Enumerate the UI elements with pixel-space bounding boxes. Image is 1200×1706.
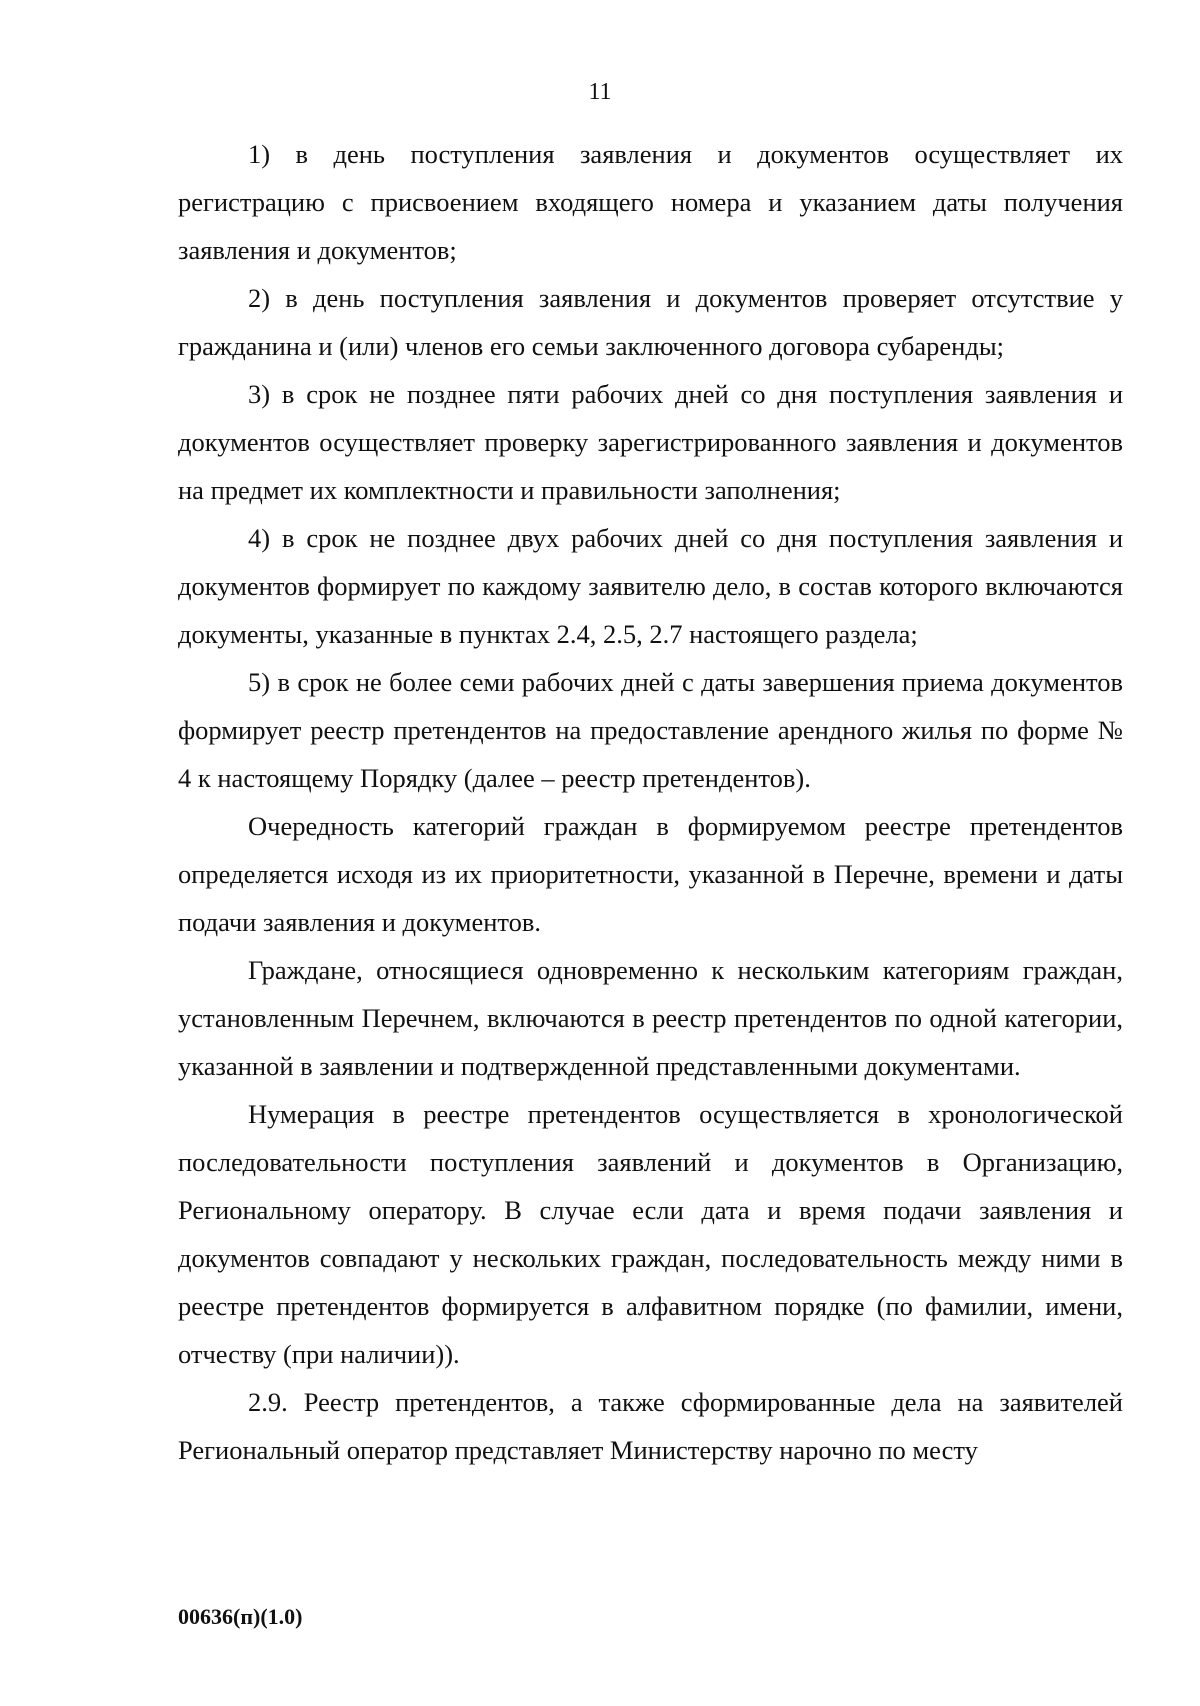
- paragraph-multiple-categories: Граждане, относящиеся одновременно к нескольким категориям граждан, установленным Перечнем, включаются в реестр претендентов по одной категории, указанной в заявлении и подтвержденной представленными документами.: [178, 955, 1123, 1081]
- document-body: [178, 130, 1123, 1474]
- paragraph-section-2-9: 2.9. Реестр претендентов, а также сформированные дела на заявителей Региональный оператор представляет Министерству нарочно по месту: [178, 1387, 1123, 1465]
- paragraph-item-1: 1) в день поступления заявления и документов осуществляет их регистрацию с присвоением входящего номера и указанием даты получения заявления и документов;: [178, 139, 1123, 265]
- paragraph-item-2: 2) в день поступления заявления и документов проверяет отсутствие у гражданина и (или) членов его семьи заключенного договора субаренды;: [178, 283, 1123, 361]
- paragraph-item-3: 3) в срок не позднее пяти рабочих дней со дня поступления заявления и документов осуществляет проверку зарегистрированного заявления и документов на предмет их комплектности и правильности заполнения;: [178, 379, 1123, 505]
- paragraph-item-4: 4) в срок не позднее двух рабочих дней со дня поступления заявления и документов формирует по каждому заявителю дело, в состав которого включаются документы, указанные в пунктах 2.4, 2.5, 2.7 настоящего раздела;: [178, 523, 1123, 649]
- paragraph-numbering: Нумерация в реестре претендентов осуществляется в хронологической последовательности поступления заявлений и документов в Организацию, Региональному оператору. В случае если дата и время подачи заявления и документов совпадают у нескольких граждан, последовательность между ними в реестре претендентов формируется в алфавитном порядке (по фамилии, имени, отчеству (при наличии)).: [178, 1099, 1123, 1369]
- paragraph-category-order: Очередность категорий граждан в формируемом реестре претендентов определяется исходя из их приоритетности, указанной в Перечне, времени и даты подачи заявления и документов.: [178, 811, 1123, 937]
- page-number: 11: [588, 79, 612, 105]
- paragraph-item-5: 5) в срок не более семи рабочих дней с даты завершения приема документов формирует реестр претендентов на предоставление арендного жилья по форме № 4 к настоящему Порядку (далее – реестр претендентов).: [178, 667, 1123, 793]
- document-code: 00636(п)(1.0): [178, 1604, 303, 1629]
